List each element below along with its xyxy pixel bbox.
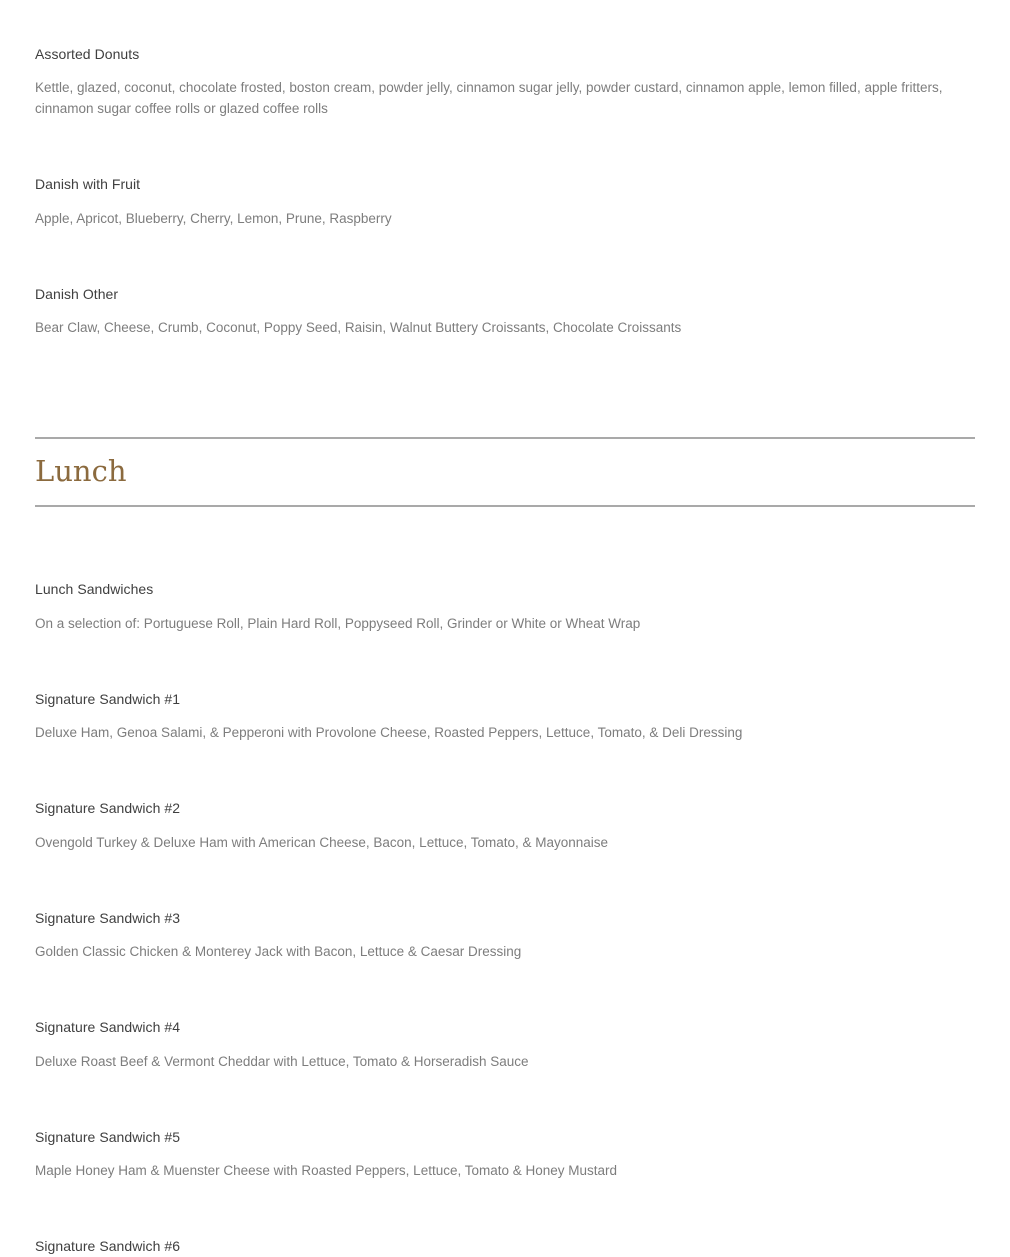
item-description: Ovengold Turkey & Deluxe Ham with American Cheese, Bacon, Lettuce, Tomato, & Mayonnaise	[35, 835, 609, 850]
item-title: Signature Sandwich #1	[35, 691, 181, 707]
item-title: Assorted Donuts	[35, 46, 140, 62]
item-title: Signature Sandwich #6	[35, 1238, 181, 1254]
item-title: Signature Sandwich #2	[35, 800, 181, 816]
item-title: Danish Other	[35, 286, 119, 302]
item-description: Bear Claw, Cheese, Crumb, Coconut, Poppy Seed, Raisin, Walnut Buttery Croissants, Chocolate Croissants	[35, 320, 682, 335]
item-title: Danish with Fruit	[35, 176, 141, 192]
item-title: Signature Sandwich #5	[35, 1129, 181, 1145]
section-divider-top	[35, 437, 975, 439]
section-heading: Lunch	[35, 454, 127, 488]
item-description: Apple, Apricot, Blueberry, Cherry, Lemon, Prune, Raspberry	[35, 211, 392, 226]
section-divider-bottom	[35, 505, 975, 507]
item-title: Lunch Sandwiches	[35, 581, 154, 597]
item-description: Kettle, glazed, coconut, chocolate frosted, boston cream, powder jelly, cinnamon sugar jelly, powder custard, cinnamon apple, lemon filled, apple fritters, cinnamon sugar coffee rolls or glazed coffee rolls	[35, 80, 943, 116]
item-title: Signature Sandwich #4	[35, 1019, 181, 1035]
item-description: Golden Classic Chicken & Monterey Jack with Bacon, Lettuce & Caesar Dressing	[35, 944, 522, 959]
item-description: Deluxe Roast Beef & Vermont Cheddar with Lettuce, Tomato & Horseradish Sauce	[35, 1054, 529, 1069]
item-description: On a selection of: Portuguese Roll, Plain Hard Roll, Poppyseed Roll, Grinder or White or Wheat Wrap	[35, 616, 641, 631]
item-description: Deluxe Ham, Genoa Salami, & Pepperoni with Provolone Cheese, Roasted Peppers, Lettuce, Tomato, & Deli Dressing	[35, 725, 743, 740]
item-title: Signature Sandwich #3	[35, 910, 181, 926]
item-description: Maple Honey Ham & Muenster Cheese with Roasted Peppers, Lettuce, Tomato & Honey Mustard	[35, 1163, 618, 1178]
